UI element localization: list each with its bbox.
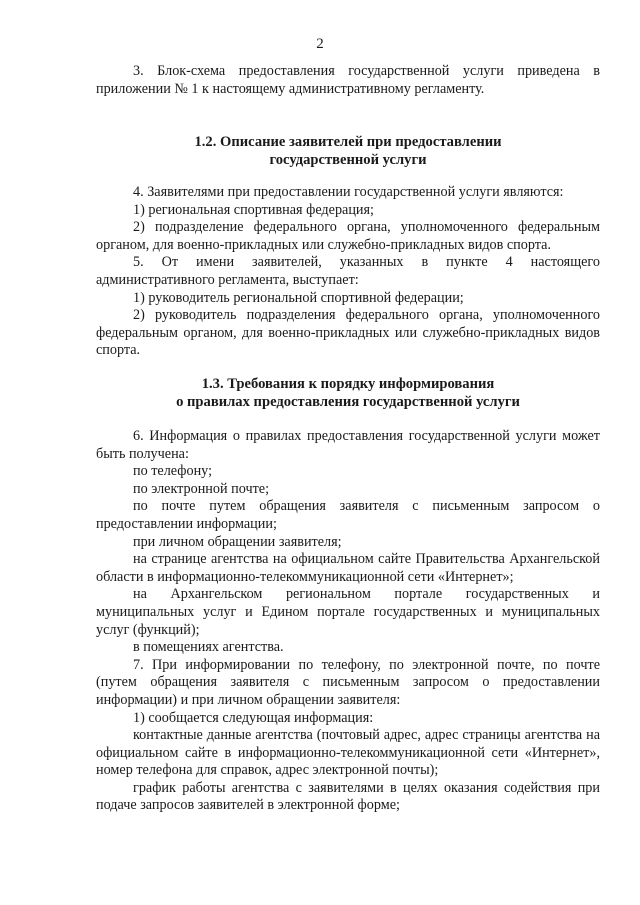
section-heading-line: 1.3. Требования к порядку информирования [201, 376, 495, 392]
list-item: по электронной почте; [133, 480, 270, 497]
paragraph: 4. Заявителями при предоставлении государственной услуги являются: [133, 184, 564, 200]
paragraph: 7. При информировании по телефону, по электронной почте, по почте (путем обращения заявителя с письменным запросом о предоставлении информации) и при личном обращении заявителя: [96, 656, 600, 708]
list-item: в помещениях агентства. [133, 639, 284, 656]
list-item: по почте путем обращения заявителя с письменным запросом о предоставлении информации; [96, 498, 600, 532]
list-item: 1) сообщается следующая информация: [133, 709, 374, 726]
list-item: на Архангельском региональном портале государственных и муниципальных услуг и Едином портале государственных и муниципальных услуг (функций); [96, 586, 600, 638]
list-item: по телефону; [133, 463, 213, 480]
list-item: 1) руководитель региональной спортивной федерации; [133, 289, 464, 306]
paragraph: 5. От имени заявителей, указанных в пункте 4 настоящего административного регламента, выступает: [96, 254, 600, 288]
section-heading-line: о правилах предоставления государственной услуги [176, 393, 520, 410]
paragraph: 3. Блок-схема предоставления государственной услуги приведена в приложении № 1 к настоящему административному регламенту. [96, 63, 600, 97]
list-item: 2) подразделение федерального органа, уполномоченного федеральным органом, для военно-прикладных или служебно-прикладных видов спорта. [96, 219, 600, 253]
applicants-section [96, 184, 600, 360]
section-heading-line: 1.2. Описание заявителей при предоставлении [194, 134, 502, 150]
list-item: график работы агентства с заявителями в целях оказания содействия при подаче запросов заявителей в электронной форме; [96, 779, 600, 814]
list-item: 1) региональная спортивная федерация; [133, 201, 374, 218]
section-heading-line: государственной услуги [269, 151, 427, 168]
section-heading-1-2 [96, 134, 600, 169]
list-item: контактные данные агентства (почтовый адрес, адрес страницы агентства на официальном сайте в информационно-телекоммуникационной сети «Интернет», номер телефона для справок, адрес электронной почты); [96, 727, 600, 779]
informing-section [96, 428, 600, 815]
section-heading-1-3 [96, 376, 600, 411]
intro-section [96, 63, 600, 98]
list-item: 2) руководитель подразделения федерального органа, уполномоченного федеральным органом, для военно-прикладных или служебно-прикладных видов спорта. [96, 307, 600, 359]
list-item: на странице агентства на официальном сайте Правительства Архангельской области в информационно-телекоммуникационной сети «Интернет»; [96, 551, 600, 585]
paragraph: 6. Информация о правилах предоставления государственной услуги может быть получена: [96, 428, 600, 462]
page-number: 2 [316, 36, 324, 52]
list-item: при личном обращении заявителя; [133, 533, 342, 550]
